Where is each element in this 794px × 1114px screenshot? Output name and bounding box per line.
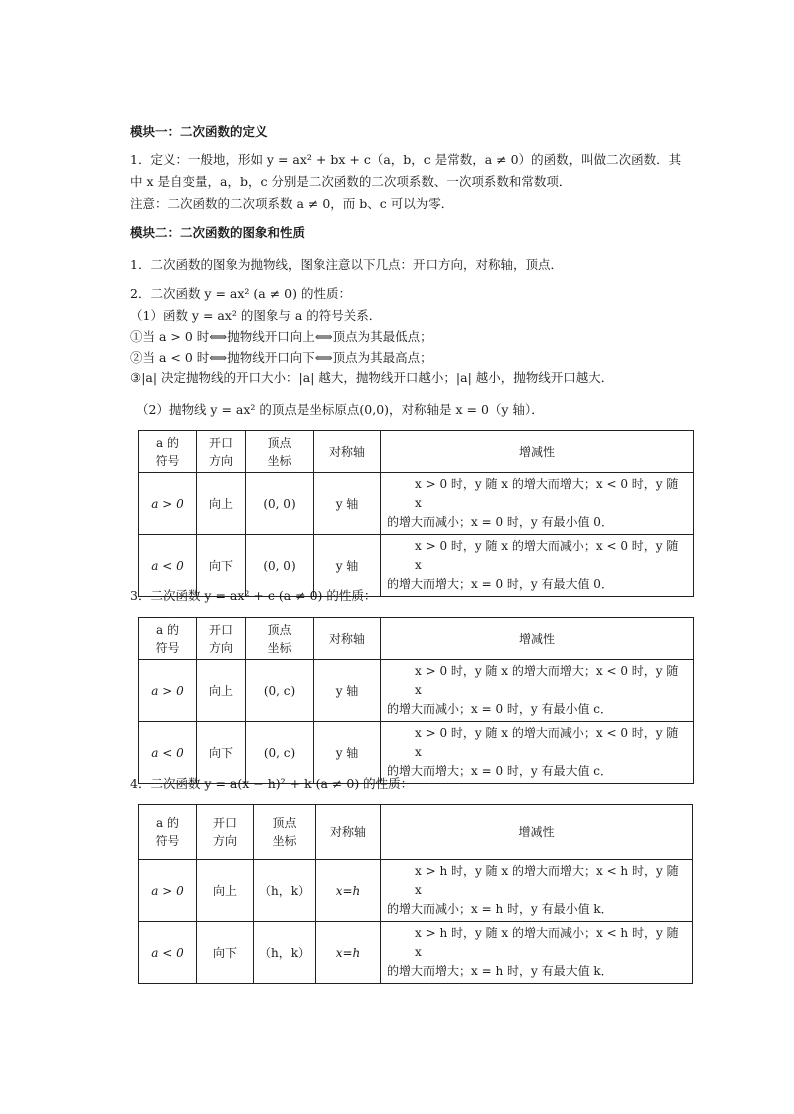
cell-axis: x=h xyxy=(316,860,381,922)
module2-point-2-1: （1）函数 y = ax² 的图象与 a 的符号关系． xyxy=(130,308,382,323)
table-header-row xyxy=(139,618,694,660)
cell-vertex: (0, c) xyxy=(246,722,314,784)
definition-note: 注意：二次函数的二次项系数 a ≠ 0，而 b、c 可以为零． xyxy=(130,196,454,211)
cell-vertex: （h，k） xyxy=(254,860,316,922)
header-axis: 对称轴 xyxy=(314,431,381,473)
cell-monotonicity: x > 0 时，y 随 x 的增大而减小；x < 0 时，y 随 x 的增大而增大；x = 0 时，y 有最大值 0． xyxy=(381,535,694,597)
module2-point-2-b: ②当 a < 0 时⟺抛物线开口向下⟺顶点为其最高点； xyxy=(130,350,433,365)
cell-axis: y 轴 xyxy=(314,473,381,535)
header-monotonicity: 增减性 xyxy=(381,805,693,860)
header-axis: 对称轴 xyxy=(316,805,381,860)
header-monotonicity: 增减性 xyxy=(381,618,694,660)
cell-monotonicity: x > h 时，y 随 x 的增大而减小；x < h 时，y 随 x 的增大而增大；x = h 时，y 有最大值 k． xyxy=(381,922,693,984)
cell-axis: y 轴 xyxy=(314,535,381,597)
cell-opening: 向下 xyxy=(197,922,254,984)
header-opening: 开口 方向 xyxy=(197,431,246,473)
cell-monotonicity: x > 0 时，y 随 x 的增大而减小；x < 0 时，y 随 x 的增大而增大；x = 0 时，y 有最大值 c． xyxy=(381,722,694,784)
table-row xyxy=(139,922,693,984)
cell-monotonicity: x > 0 时，y 随 x 的增大而增大；x < 0 时，y 随 x 的增大而减小；x = 0 时，y 有最小值 c． xyxy=(381,660,694,722)
table-row xyxy=(139,722,694,784)
cell-monotonicity: x > h 时，y 随 x 的增大而增大；x < h 时，y 随 x 的增大而减小；x = h 时，y 有最小值 k． xyxy=(381,860,693,922)
cell-opening: 向下 xyxy=(197,722,246,784)
table-row xyxy=(139,860,693,922)
header-vertex: 顶点 坐标 xyxy=(246,618,314,660)
module2-point-1: 1．二次函数的图象为抛物线，图象注意以下几点：开口方向，对称轴，顶点． xyxy=(130,257,563,272)
module2-point-2: 2．二次函数 y = ax² (a ≠ 0) 的性质： xyxy=(130,286,351,301)
header-axis: 对称轴 xyxy=(314,618,381,660)
cell-axis: x=h xyxy=(316,922,381,984)
module1-title: 模块一：二次函数的定义 xyxy=(130,124,268,139)
cell-opening: 向上 xyxy=(197,860,254,922)
cell-sign: a > 0 xyxy=(139,860,197,922)
header-sign: a 的 符号 xyxy=(139,431,197,473)
cell-opening: 向上 xyxy=(197,660,246,722)
cell-sign: a < 0 xyxy=(139,535,197,597)
definition-line-2: 中 x 是自变量，a，b，c 分别是二次函数的二次项系数、一次项系数和常数项． xyxy=(130,174,572,189)
table-row xyxy=(139,473,694,535)
header-opening: 开口 方向 xyxy=(197,618,246,660)
header-sign: a 的 符号 xyxy=(139,618,197,660)
properties-table-2 xyxy=(138,617,694,784)
header-monotonicity: 增减性 xyxy=(381,431,694,473)
header-vertex: 顶点 坐标 xyxy=(246,431,314,473)
table-header-row xyxy=(139,805,693,860)
module2-point-2-c: ③|a| 决定抛物线的开口大小：|a| 越大，抛物线开口越小；|a| 越小，抛物线开口越大． xyxy=(130,370,614,385)
cell-sign: a > 0 xyxy=(139,660,197,722)
module2-point-2-a: ①当 a > 0 时⟺抛物线开口向上⟺顶点为其最低点； xyxy=(130,329,433,344)
module2-point-3: 3．二次函数 y = ax² + c (a ≠ 0) 的性质： xyxy=(130,588,377,603)
cell-sign: a > 0 xyxy=(139,473,197,535)
header-vertex: 顶点 坐标 xyxy=(254,805,316,860)
header-opening: 开口 方向 xyxy=(197,805,254,860)
header-sign: a 的 符号 xyxy=(139,805,197,860)
cell-vertex: (0, 0) xyxy=(246,535,314,597)
module2-title: 模块二：二次函数的图象和性质 xyxy=(130,225,306,240)
cell-axis: y 轴 xyxy=(314,722,381,784)
table-row xyxy=(139,660,694,722)
cell-axis: y 轴 xyxy=(314,660,381,722)
cell-opening: 向上 xyxy=(197,473,246,535)
cell-monotonicity: x > 0 时，y 随 x 的增大而增大；x < 0 时，y 随 x 的增大而减小；x = 0 时，y 有最小值 0． xyxy=(381,473,694,535)
cell-sign: a < 0 xyxy=(139,922,197,984)
properties-table-3 xyxy=(138,804,693,984)
table-header-row xyxy=(139,431,694,473)
module2-point-4: 4．二次函数 y = a(x − h)² + k (a ≠ 0) 的性质： xyxy=(130,776,414,791)
cell-vertex: （h，k） xyxy=(254,922,316,984)
cell-sign: a < 0 xyxy=(139,722,197,784)
definition-line-1: 1．定义：一般地，形如 y = ax² + bx + c（a，b，c 是常数，a ≠ 0）的函数，叫做二次函数．其 xyxy=(130,152,682,167)
cell-vertex: (0, c) xyxy=(246,660,314,722)
cell-vertex: (0, 0) xyxy=(246,473,314,535)
properties-table-1 xyxy=(138,430,694,597)
cell-opening: 向下 xyxy=(197,535,246,597)
module2-point-2-2: （2）抛物线 y = ax² 的顶点是坐标原点(0,0)，对称轴是 x = 0（y 轴）． xyxy=(136,402,544,417)
